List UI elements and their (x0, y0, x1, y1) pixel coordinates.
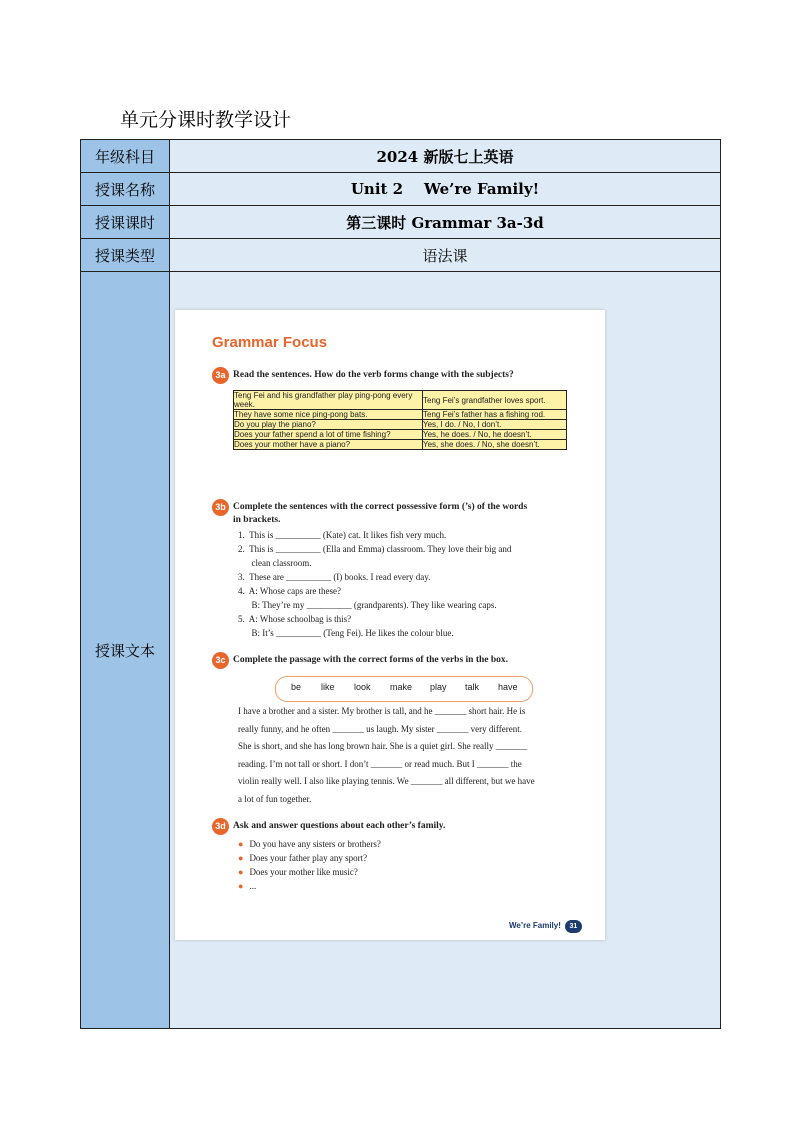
table-row (81, 206, 721, 239)
word-item: be (291, 682, 302, 692)
passage-line: really funny, and he often _______ us laugh. My sister _______ very different. (238, 723, 522, 734)
word-item: make (390, 682, 413, 692)
bullet-dot-icon: ● (238, 881, 244, 891)
section-badge-3b: 3b (212, 499, 229, 516)
word-item: talk (465, 682, 480, 692)
question-text: Does your father play any sport? (249, 853, 368, 863)
word-item: have (498, 682, 518, 692)
row-value: 语法课 (170, 239, 721, 272)
table-row (234, 410, 567, 420)
table-cell: Teng Fei’s father has a fishing rod. (423, 410, 567, 420)
passage-line: reading. I’m not tall or short. I don’t _______ or read much. But I _______ the (238, 758, 522, 769)
exercise-line: 5. A: Whose schoolbag is this? (238, 614, 352, 624)
row-value: 2024 新版七上英语 (170, 140, 721, 173)
section-3a-instruction: Read the sentences. How do the verb forms change with the subjects? (233, 370, 514, 380)
table-row (81, 239, 721, 272)
grammar-table (233, 390, 567, 450)
passage (238, 703, 578, 809)
section-3d-instruction: Ask and answer questions about each other’s family. (233, 821, 446, 831)
question-item (238, 852, 367, 865)
word-item: look (354, 682, 371, 692)
passage-line: a lot of fun together. (238, 793, 312, 804)
table-row (81, 140, 721, 173)
section-3b-instruction-cont: in brackets. (233, 515, 281, 525)
exercise-line: 1. This is __________ (Kate) cat. It likes fish very much. (238, 530, 447, 540)
question-text: Does your mother like music? (249, 867, 358, 877)
table-row (234, 391, 567, 410)
exercise-line: clean classroom. (238, 558, 312, 568)
section-3c-instruction: Complete the passage with the correct forms of the verbs in the box. (233, 655, 509, 665)
section-3b-instruction: Complete the sentences with the correct possessive form (’s) of the words (233, 502, 528, 512)
lesson-plan-table (80, 139, 721, 1029)
table-cell: Yes, she does. / No, she doesn’t. (423, 440, 567, 450)
passage-line: She is short, and she has long brown hair. She is a quiet girl. She really _______ (238, 741, 528, 752)
grammar-focus-title: Grammar Focus (212, 334, 328, 351)
row-label: 授课名称 (81, 173, 170, 206)
textbook-cell (170, 272, 721, 1029)
bullet-dot-icon: ● (238, 867, 244, 877)
question-text: ... (249, 881, 257, 891)
section-badge-3c: 3c (212, 652, 229, 669)
section-badge-3a: 3a (212, 367, 229, 384)
question-item (238, 880, 256, 893)
row-label: 年级科目 (81, 140, 170, 173)
bullet-dot-icon: ● (238, 839, 244, 849)
exercise-line: 2. This is __________ (Ella and Emma) classroom. They love their big and (238, 544, 512, 554)
table-row (81, 173, 721, 206)
table-cell: Teng Fei and his grandfather play ping-pong every week. (234, 391, 423, 410)
passage-line: violin really well. I also like playing tennis. We _______ all different, but we have (238, 776, 535, 787)
row-label: 授课文本 (81, 272, 170, 1029)
row-label: 授课课时 (81, 206, 170, 239)
table-cell: They have some nice ping-pong bats. (234, 410, 423, 420)
textbook-page (175, 310, 605, 940)
table-row (234, 420, 567, 430)
section-badge-3d: 3d (212, 818, 229, 835)
exercise-line: B: It’s __________ (Teng Fei). He likes the colour blue. (238, 628, 454, 638)
question-text: Do you have any sisters or brothers? (249, 839, 381, 849)
table-row-text (81, 272, 721, 1029)
row-value: 第三课时 Grammar 3a-3d (170, 206, 721, 239)
passage-line: I have a brother and a sister. My brother is tall, and he _______ short hair. He is (238, 706, 526, 716)
row-value: Unit 2 We’re Family! (170, 173, 721, 206)
table-cell: Yes, he does. / No, he doesn’t. (423, 430, 567, 440)
word-box (275, 676, 533, 702)
bullet-dot-icon: ● (238, 853, 244, 863)
question-item (238, 838, 381, 851)
table-row (234, 440, 567, 450)
word-item: play (430, 682, 447, 692)
page-footer (509, 920, 582, 933)
table-cell: Teng Fei’s grandfather loves sport. (423, 391, 567, 410)
footer-text: We’re Family! (509, 921, 561, 930)
question-item (238, 866, 358, 879)
table-cell: Yes, I do. / No, I don’t. (423, 420, 567, 430)
word-item: like (321, 682, 335, 692)
table-cell: Does your father spend a lot of time fishing? (234, 430, 423, 440)
table-row (234, 430, 567, 440)
exercise-line: B: They’re my __________ (grandparents). They like wearing caps. (238, 600, 497, 610)
exercise-line: 4. A: Whose caps are these? (238, 586, 342, 596)
row-label: 授课类型 (81, 239, 170, 272)
exercise-line: 3. These are __________ (I) books. I read every day. (238, 572, 431, 582)
table-cell: Do you play the piano? (234, 420, 423, 430)
table-cell: Does your mother have a piano? (234, 440, 423, 450)
page-number: 31 (565, 920, 582, 933)
document-title: 单元分课时教学设计 (120, 109, 292, 131)
